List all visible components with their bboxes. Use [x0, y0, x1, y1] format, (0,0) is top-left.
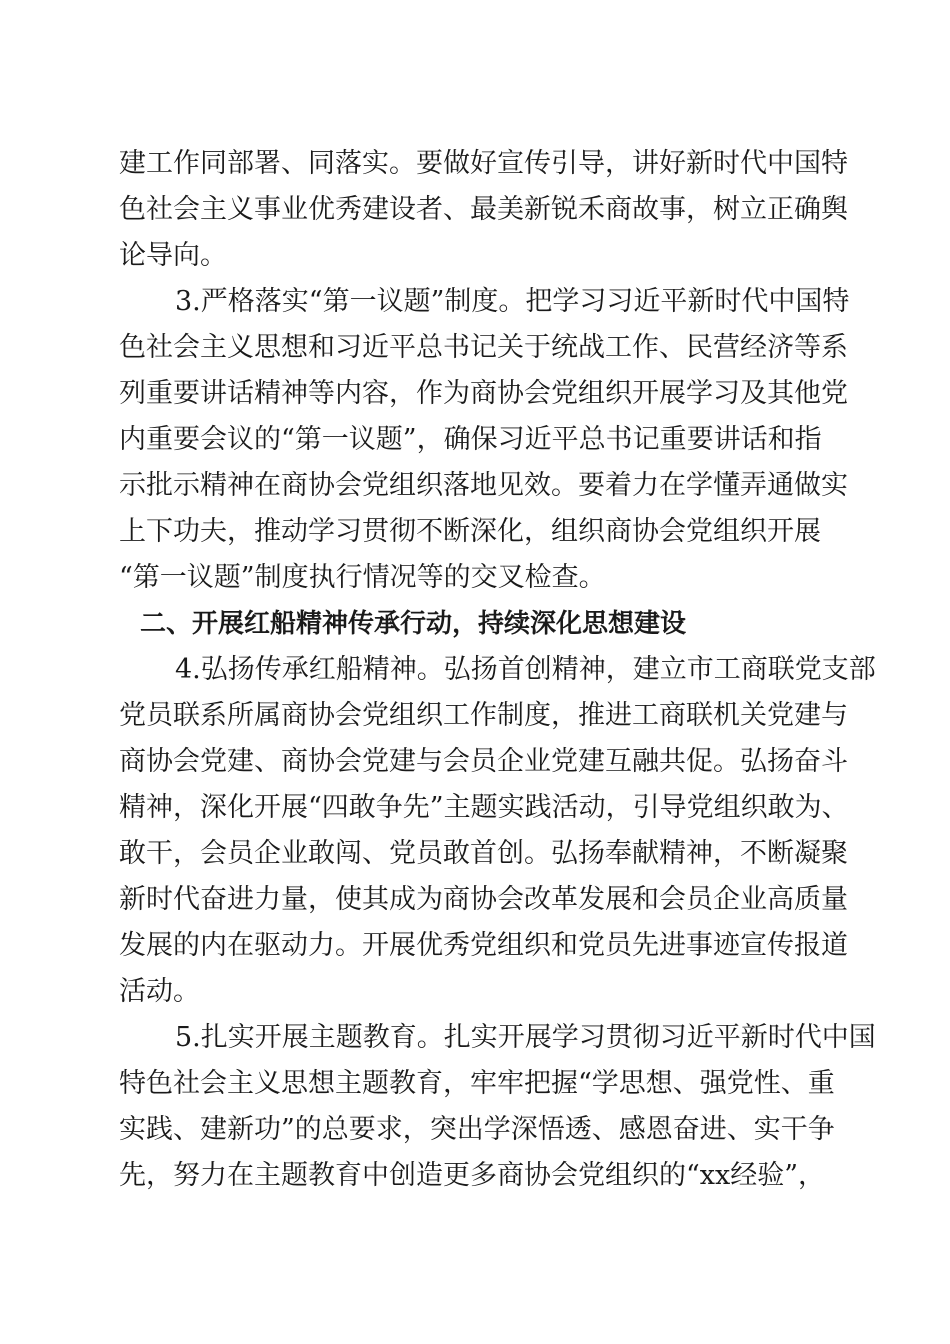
- text-line: 商协会党建、商协会党建与会员企业党建互融共促。弘扬奋斗: [119, 746, 848, 777]
- text-line: 示批示精神在商协会党组织落地见效。要着力在学懂弄通做实: [119, 470, 848, 501]
- paragraph-5-start: 5.扎实开展主题教育。扎实开展学习贯彻习近平新时代中国: [175, 1022, 876, 1053]
- paragraph-4-start: 4.弘扬传承红船精神。弘扬首创精神，建立市工商联党支部: [175, 654, 876, 685]
- text-line: 内重要会议的“第一议题”，确保习近平总书记重要讲话和指: [119, 424, 822, 455]
- text-line: “第一议题”制度执行情况等的交叉检查。: [119, 562, 606, 593]
- text-line: 新时代奋进力量，使其成为商协会改革发展和会员企业高质量: [119, 884, 848, 915]
- paragraph-3-start: 3.严格落实“第一议题”制度。把学习习近平新时代中国特: [175, 286, 850, 317]
- text-line: 活动。: [119, 976, 200, 1007]
- text-line: 实践、建新功”的总要求，突出学深悟透、感恩奋进、实干争: [119, 1114, 835, 1145]
- text-line: 党员联系所属商协会党组织工作制度，推进工商联机关党建与: [119, 700, 848, 731]
- text-line: 发展的内在驱动力。开展优秀党组织和党员先进事迹宣传报道: [119, 930, 848, 961]
- text-line: 上下功夫，推动学习贯彻不断深化，组织商协会党组织开展: [119, 516, 821, 547]
- text-line: 建工作同部署、同落实。要做好宣传引导，讲好新时代中国特: [119, 148, 848, 179]
- text-line: 敢干，会员企业敢闯、党员敢首创。弘扬奉献精神，不断凝聚: [119, 838, 848, 869]
- text-line: 论导向。: [119, 240, 227, 271]
- section-heading: 二、开展红船精神传承行动，持续深化思想建设: [140, 609, 687, 639]
- text-line: 列重要讲话精神等内容，作为商协会党组织开展学习及其他党: [119, 378, 848, 409]
- text-line: 先，努力在主题教育中创造更多商协会党组织的“xx经验”，: [119, 1160, 826, 1191]
- text-line: 色社会主义事业优秀建设者、最美新锐禾商故事，树立正确舆: [119, 194, 848, 225]
- text-line: 特色社会主义思想主题教育，牢牢把握“学思想、强党性、重: [119, 1068, 835, 1099]
- text-line: 色社会主义思想和习近平总书记关于统战工作、民营经济等系: [119, 332, 848, 363]
- text-line: 精神，深化开展“四敢争先”主题实践活动，引导党组织敢为、: [119, 792, 849, 823]
